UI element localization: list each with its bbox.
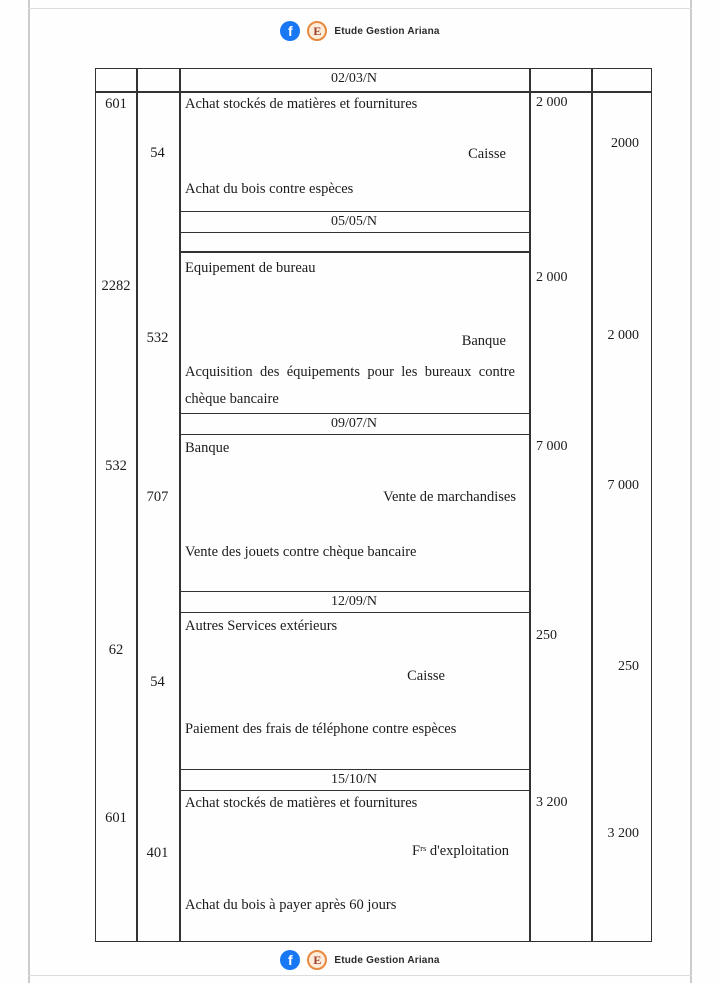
- entry-narration: Paiement des frais de téléphone contre espèces: [185, 721, 457, 737]
- entry-date: 09/07/N: [179, 413, 529, 435]
- credit-amount: 250: [618, 659, 639, 674]
- column-divider-credit: [591, 69, 593, 941]
- debit-account-number: 601: [105, 96, 127, 112]
- brand-name: Etude Gestion Ariana: [334, 25, 440, 37]
- debit-account-title: Autres Services extérieurs: [185, 618, 338, 634]
- header-brand: [0, 21, 720, 41]
- entry-date: 05/05/N: [179, 211, 529, 233]
- entry-narration: Achat du bois contre espèces: [185, 181, 354, 197]
- debit-amount: 3 200: [536, 795, 568, 810]
- credit-account-number: 401: [146, 845, 169, 861]
- entry-narration: Acquisition des équipements pour les bureaux contre chèque bancaire: [185, 364, 515, 407]
- entry-date: 02/03/N: [331, 71, 377, 86]
- entry-date: 12/09/N: [179, 591, 529, 613]
- entry-date: 15/10/N: [179, 769, 529, 791]
- credit-amount: 3 200: [607, 826, 639, 841]
- debit-account-title: Achat stockés de matières et fournitures: [185, 795, 418, 811]
- page-edge-right: [690, 0, 692, 983]
- footer-brand: [0, 950, 720, 970]
- journal-table: [95, 68, 652, 942]
- debit-account-title: Achat stockés de matières et fournitures: [185, 96, 418, 112]
- debit-amount: 2 000: [536, 95, 568, 110]
- debit-amount: 7 000: [536, 439, 568, 454]
- column-divider-debit: [529, 69, 531, 941]
- debit-amount: 2 000: [536, 270, 568, 285]
- credit-account-number: 707: [146, 489, 169, 505]
- credit-account-number: 54: [150, 674, 165, 690]
- credit-amount: 7 000: [607, 478, 639, 493]
- credit-account-number: 532: [146, 330, 169, 346]
- credit-account-title: Vente de marchandises: [383, 489, 516, 505]
- debit-account-title: Equipement de bureau: [185, 260, 316, 276]
- credit-account-title: Banque: [461, 333, 506, 349]
- credit-account-title: Caisse: [407, 668, 445, 684]
- brand-name: Etude Gestion Ariana: [334, 954, 440, 966]
- debit-account-number: 62: [108, 642, 124, 658]
- brand-logo-badge: E: [307, 21, 327, 41]
- debit-account-number: 601: [105, 810, 127, 826]
- credit-amount: 2 000: [607, 328, 639, 343]
- facebook-icon: f: [280, 950, 300, 970]
- credit-amount: 2000: [611, 136, 639, 151]
- credit-account-title: Caisse: [468, 146, 506, 162]
- debit-account-number: 532: [105, 458, 127, 474]
- row-divider-top: [96, 91, 651, 93]
- credit-account-number: 54: [150, 145, 165, 161]
- brand-logo-badge: E: [307, 950, 327, 970]
- facebook-icon: f: [280, 21, 300, 41]
- page-edge-left: [28, 0, 30, 983]
- debit-amount: 250: [536, 628, 557, 643]
- page-edge-top: [28, 8, 692, 9]
- entry-narration: Achat du bois à payer après 60 jours: [185, 897, 397, 913]
- credit-account-title: Fʳˢ d'exploitation: [411, 843, 509, 859]
- entry-inner-divider: [179, 251, 529, 253]
- entry-narration: Vente des jouets contre chèque bancaire: [185, 544, 417, 560]
- debit-account-title: Banque: [185, 440, 230, 456]
- debit-account-number: 2282: [101, 278, 131, 294]
- page-edge-bottom: [28, 975, 692, 976]
